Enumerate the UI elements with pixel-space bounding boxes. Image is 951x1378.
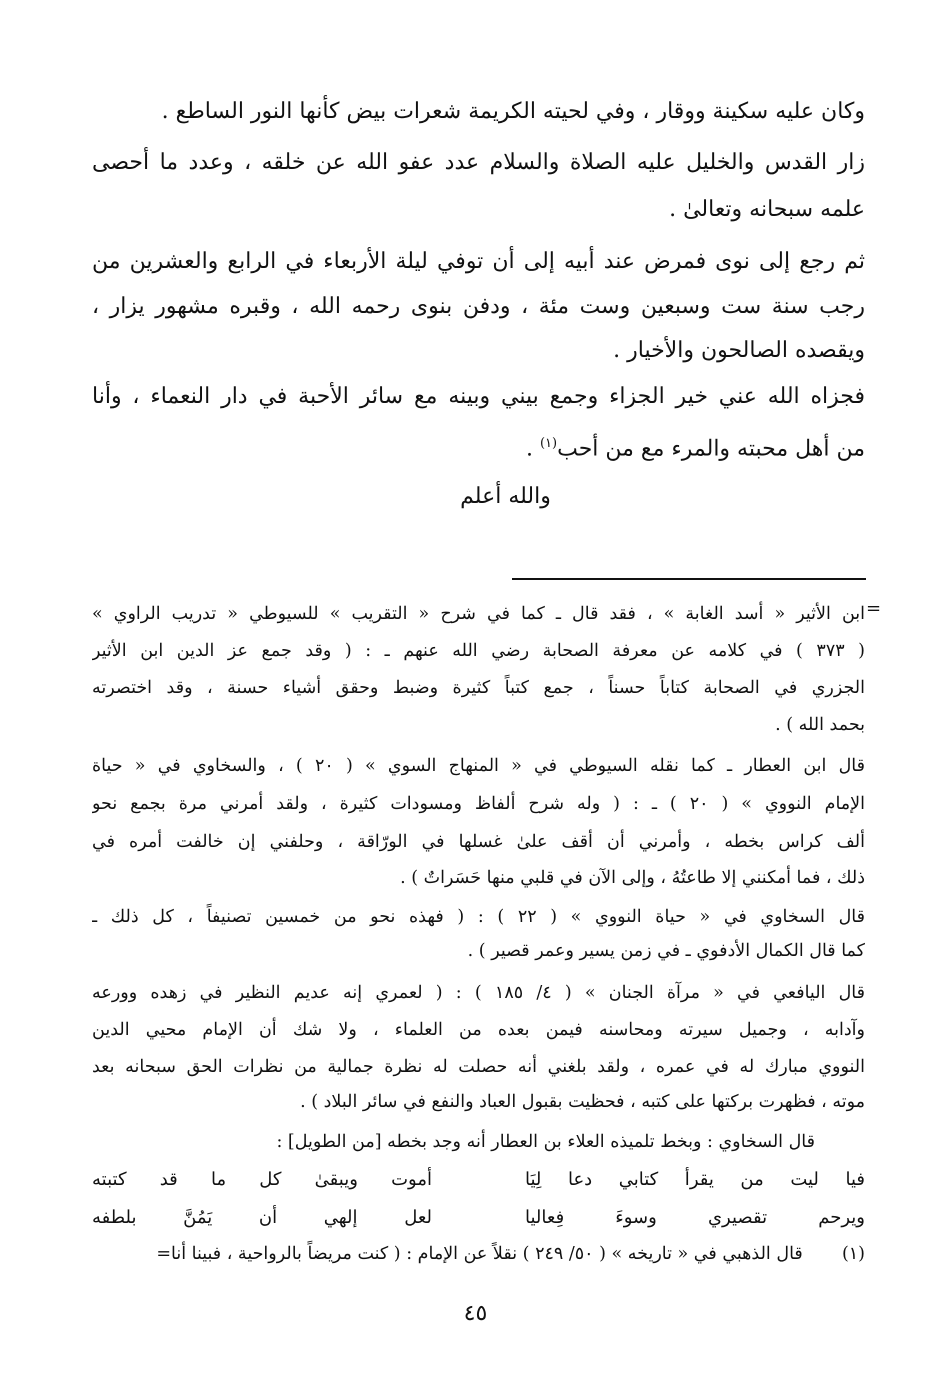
main-text-line: ثم رجع إلى نوى فمرض عند أبيه إلى أن توفي ليلة الأربعاء في الرابع والعشرين من xyxy=(92,249,865,274)
footnote-number: (١) xyxy=(841,1244,865,1264)
footnote-line: الجزري في الصحابة كتاباً حسناً ، جمع كتباً كثيرة وضبط وحقق أشياء حسنة ، وقد اختصرته xyxy=(92,678,865,698)
footnote-line: موته ، فظهرت بركتها على كتبه ، فحظيت بقبول العباد والنفع في سائر البلاد ) . xyxy=(300,1092,865,1112)
main-text-line: فجزاه الله عني خير الجزاء وجمع بيني وبينه مع سائر الأحبة في دار النعماء ، وأنا xyxy=(92,384,865,409)
footnote-line: قال السخاوي في « حياة النووي » ( ٢٢ ) : ( فهذه نحو من خمسين تصنيفاً ، كل ذلك ـ xyxy=(92,907,865,927)
verse-second-hemistich: فيا ليت من يقرأ كتابي دعا لِيَا xyxy=(525,1169,865,1190)
main-text-line: وكان عليه سكينة ووقار ، وفي لحيته الكريمة شعرات بيض كأنها النور الساطع . xyxy=(161,99,865,124)
main-text-segment: . xyxy=(525,436,540,462)
main-text-line: علمه سبحانه وتعالىٰ . xyxy=(669,197,865,222)
main-text-segment: من أهل محبته والمرء مع من أحب xyxy=(557,436,865,462)
footnote-line: ابن الأثير « أسد الغابة » ، فقد قال ـ كما في شرح « التقريب » للسيوطي « تدريب الراوي » xyxy=(92,604,865,624)
footnote-line: بحمد الله ) . xyxy=(775,715,865,735)
footnote-1 xyxy=(92,1236,865,1273)
continuation-mark: = xyxy=(866,598,882,619)
closing-phrase: والله أعلم xyxy=(460,484,551,509)
main-text-line: رجب سنة ست وسبعين وست مئة ، ودفن بنوى رحمه الله ، وقبره مشهور يزار ، xyxy=(92,294,865,319)
footnote-reference: (١) xyxy=(539,436,558,451)
footnote-line: قال اليافعي في « مرآة الجنان » ( ٤/ ١٨٥ ) : ( لعمري إنه عديم النظير في زهده وورعه xyxy=(92,983,865,1003)
main-text-line: زار القدس والخليل عليه الصلاة والسلام عدد عفو الله عن خلقه ، وعدد ما أحصى xyxy=(92,150,865,175)
footnote-text: قال الذهبي في « تاريخه » ( ٥٠/ ٢٤٩ ) نقلاً عن الإمام : ( كنت مريضاً بالرواحية ، فبينا أنا= xyxy=(156,1244,803,1264)
footnote-line: ذلك ، فما أمكنني إلا طاعتُهُ ، وإلى الآن في قلبي منها حَسَراتٌ ) . xyxy=(400,868,865,888)
verse-row xyxy=(92,1163,865,1197)
footnote-line: ( ٣٧٣ ) في كلامه عن معرفة الصحابة رضي الله عنهم ـ : ( وقد جمع عز الدين ابن الأثير xyxy=(92,641,865,661)
footnote-line: قال ابن العطار ـ كما نقله السيوطي في « المنهاج السوي » ( ٢٠ ) ، والسخاوي في « حياة xyxy=(92,756,865,776)
footnote-line: النووي مبارك له في عمره ، ولقد بلغني أنه حصلت له نظرة جمالية من نظرات الحق سبحانه بعد xyxy=(92,1057,865,1077)
verse-first-hemistich: أموت ويبقىٰ كل ما قد كتبته xyxy=(92,1169,432,1190)
verse-first-hemistich: لعل إلهي أن يَمُنَّ بلطفه xyxy=(92,1207,432,1228)
verse-second-hemistich: ويرحم تقصيري وسوءَ فِعاليا xyxy=(525,1207,865,1228)
footnote-separator xyxy=(512,578,866,580)
footnote-line: قال السخاوي : وبخط تلميذه العلاء بن العطار أنه وجد بخطه [من الطويل] : xyxy=(276,1132,815,1152)
page-number: ٤٥ xyxy=(463,1301,488,1326)
verse-row xyxy=(92,1201,865,1235)
footnote-line: ألف كراس بخطه ، وأمرني أن أقف علىٰ غسلها في الورّاقة ، وحلفني إن خالفت أمره في xyxy=(92,832,865,852)
footnote-line: الإمام النووي » ( ٢٠ ) ـ : ( وله شرح ألفاظ ومسودات كثيرة ، ولقد أمرني مرة بجمع نحو xyxy=(92,794,865,814)
footnote-line: وآدابه ، وجميل سيرته ومحاسنه فيمن بعده من العلماء ، ولا شك أن الإمام محيي الدين xyxy=(92,1020,865,1040)
main-text-line xyxy=(92,420,865,468)
main-text-line: ويقصده الصالحون والأخيار . xyxy=(613,338,865,363)
footnote-line: كما قال الكمال الأدفوي ـ في زمن يسير وعمر قصير ) . xyxy=(467,941,865,961)
